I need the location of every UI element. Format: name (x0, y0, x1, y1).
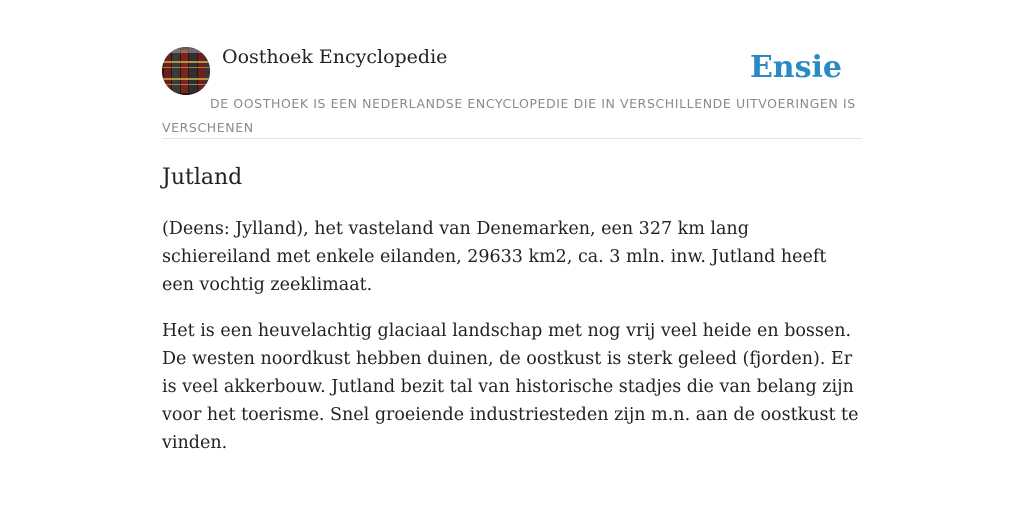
page-container (162, 44, 862, 457)
site-header (162, 44, 862, 139)
article-title: Jutland (162, 165, 243, 190)
article-paragraph: (Deens: Jylland), het vasteland van Denemarken, een 327 km lang schiereiland met enkele eilanden, 29633 km2, ca. 3 mln. inw. Jutland heeft een vochtig zeeklimaat. (162, 219, 827, 295)
book-spines-icon[interactable] (162, 47, 210, 95)
site-title[interactable]: Oosthoek Encyclopedie (222, 46, 448, 68)
article-paragraph: Het is een heuvelachtig glaciaal landschap met nog vrij veel heide en bossen. De westen noordkust hebben duinen, de oostkust is sterk geleed (fjorden). Er is veel akkerbouw. Jutland bezit tal van historische stadjes die van belang zijn voor het toerisme. Snel groeiende industriesteden zijn m.n. aan de oostkust te vinden. (162, 321, 859, 453)
site-tagline: DE OOSTHOEK IS EEN NEDERLANDSE ENCYCLOPEDIE DIE IN VERSCHILLENDE UITVOERINGEN IS VERSCHENEN (162, 96, 856, 135)
brand-logo[interactable]: Ensie (749, 50, 842, 85)
